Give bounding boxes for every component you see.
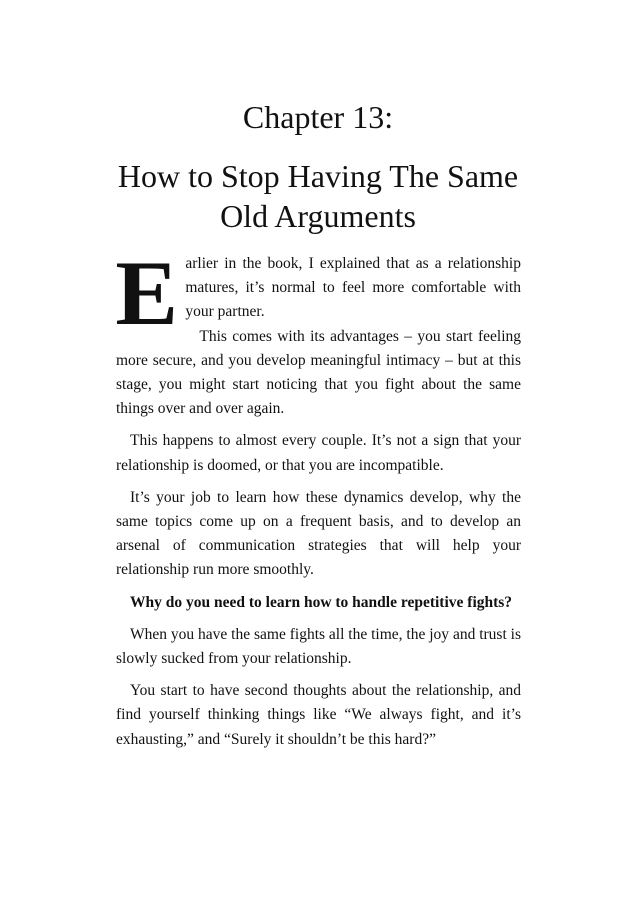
chapter-title: How to Stop Having The Same Old Arguments	[117, 158, 519, 234]
opening-paragraph	[115, 242, 521, 344]
drop-cap-letter: E	[115, 242, 178, 344]
body-paragraph: This happens to almost every couple. It’s not a sign that your relationship is doomed, or that you are incompatible.	[116, 432, 521, 474]
body-paragraph: This comes with its advantages – you start feeling more secure, and you develop meaningful intimacy – but at this stage, you might start noticing that you fight about the same things over and over again.	[116, 327, 521, 418]
body-paragraph: When you have the same fights all the time, the joy and trust is slowly sucked from your relationship.	[116, 625, 521, 668]
chapter-number: Chapter 13:	[242, 99, 394, 135]
chapter-body	[115, 242, 521, 760]
section-question-heading: Why do you need to learn how to handle repetitive fights?	[130, 593, 513, 611]
opening-paragraph-text: arlier in the book, I explained that as a relationship matures, it’s normal to feel more comfortable with your partner.	[185, 255, 521, 321]
body-paragraph: It’s your job to learn how these dynamics develop, why the same topics come up on a frequent basis, and to develop an arsenal of communication strategies that will help your relationship run more smoothly.	[116, 488, 521, 579]
body-paragraph: You start to have second thoughts about the relationship, and find yourself thinking things like “We always fight, and it’s exhausting,” and “Surely it shouldn’t be this hard?”	[116, 682, 521, 748]
